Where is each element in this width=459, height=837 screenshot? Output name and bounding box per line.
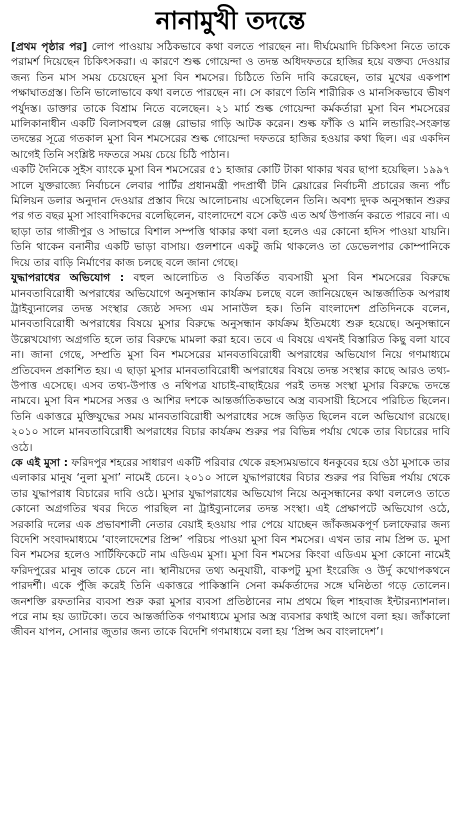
- article-headline: নানামুখী তদন্তে: [155, 6, 306, 35]
- subheading-war-crimes: যুদ্ধাপরাধের অভিযোগ :: [11, 272, 125, 285]
- article-paragraph-4: [11, 456, 450, 641]
- paragraph-text: লোপ পাওয়ায় সঠিকভাবে কথা বলতে পারছেন না। দীর্ঘমেয়াদি চিকিৎসা নিতে তাকে পরামর্শ দিয়েছেন চিকিৎসকরা। এ কারণে শুল্ক গোয়েন্দা ও তদন্ত অধিদফতরে হাজির হয়ে বক্তব্য দেওয়ার জন্য তিন মাস সময় চেয়েছেন মুসা বিন শমসের। চিঠিতে তিনি দাবি করেছেন, তার মুখের একপাশ পক্ষাঘাতগ্রস্ত। তিনি ভালোভাবে কথা বলতে পারছেন না। সে কারণে তিনি শারীরিক ও মানসিকভাবে ভীষণ পর্যুদস্ত। ডাক্তার তাকে বিশ্রাম নিতে বলেছেন। ২১ মার্চ শুল্ক গোয়েন্দা কর্মকর্তারা মুসা বিন শমসেরের মালিকানাধীন একটি বিলাসবহুল রেঞ্জ রোভার গাড়ি আটক করেন। শুল্ক ফাঁকি ও মানি লন্ডারিং-সংক্রান্ত তদন্তের সূত্রে গতকাল মুসা বিন শমসেরের শুল্ক গোয়েন্দা দফতরে হাজির হওয়ার কথা ছিল। এর একদিন আগেই তিনি সংশ্লিষ্ট দফতরে সময় চেয়ে চিঠি পাঠান।: [11, 41, 450, 161]
- article-paragraph-3: [11, 271, 450, 456]
- continuation-label: [প্রথম পৃষ্ঠার পর]: [11, 41, 88, 53]
- subheading-who-is-musa: কে এই মুসা :: [11, 456, 69, 469]
- paragraph-text: বহুল আলোচিত ও বিতর্কিত ব্যবসায়ী মুসা বিন শমসেরের বিরুদ্ধে মানবতাবিরোধী অপরাধের অভিযোগে অনুসন্ধান কার্যক্রম চলছে বলে জানিয়েছেন আন্তর্জাতিক অপরাধ ট্রাইব্যুনালের তদন্ত সংস্থার জ্যেষ্ঠ সদস্য এম সানাউল হক। তিনি বাংলাদেশ প্রতিদিনকে বলেন, মানবতাবিরোধী অপরাধের বিষয়ে মুসার বিরুদ্ধে অনুসন্ধান কার্যক্রম ইতিমধ্যে শুরু হয়েছে। অনুসন্ধানে উল্লেখযোগ্য অগ্রগতি হলে তার বিরুদ্ধে মামলা করা হবে। তবে এ বিষয়ে এখনই বিস্তারিত কিছু বলা যাবে না। জানা গেছে, সম্প্রতি মুসা বিন শমসেরের মানবতাবিরোধী অপরাধের অভিযোগ নিয়ে গণমাধ্যমে প্রতিবেদন প্রকাশিত হয়। এ ছাড়া মুসার মানবতাবিরোধী অপরাধের বিষয়ে তদন্ত সংস্থার কাছে আরও তথ্য-উপাত্ত এসেছে। এসব তথ্য-উপাত্ত ও নথিপত্র যাচাই-বাছাইয়ের পরই তদন্ত সংস্থা মুসার বিরুদ্ধে তদন্তে নামবে। মুসা বিন শমসের সত্তর ও আশির দশকে আন্তর্জাতিকভাবে অস্ত্র ব্যবসায়ী হিসেবে পরিচিত ছিলেন। তিনি একাত্তরে মুক্তিযুদ্ধের সময় মানবতাবিরোধী অপরাধের সঙ্গে জড়িত ছিলেন বলে অভিযোগ রয়েছে। ২০১০ সালে মানবতাবিরোধী অপরাধের বিচার কার্যক্রম শুরুর পর বিভিন্ন পর্যায় থেকে তার বিচারের দাবি ওঠে।: [11, 272, 450, 454]
- article-paragraph-1: [11, 40, 450, 163]
- paragraph-text: একটি দৈনিকে সুইস ব্যাংকে মুসা বিন শমসেরের ৫১ হাজার কোটি টাকা থাকার খবর ছাপা হয়েছিল। ১৯৯৭ সালে যুক্তরাজ্যে নির্বাচনে লেবার পার্টির প্রধানমন্ত্রী পদপ্রার্থী টনি ব্লেয়ারের নির্বাচনী প্রচারের জন্য পাঁচ মিলিয়ন ডলার অনুদান দেওয়ার প্রস্তাব দিয়ে আলোচনায় এসেছিলেন তিনি। অবশ্য দুদক অনুসন্ধান শুরুর পর গত বছর মুসা সাংবাদিকদের বলেছিলেন, বাংলাদেশে বসে কেউ এত অর্থ উপার্জন করতে পারবে না। এ ছাড়া তার গাজীপুর ও সাভারে বিশাল সম্পত্তি থাকার কথা বলা হলেও এর কোনো হদিস পাওয়া যায়নি। তিনি থাকেন বনানীর একটি ভাড়া বাসায়। গুলশানে একটু জমি থাকলেও তা ডেভেলপার কোম্পানিকে দিয়ে তার বাড়ি নির্মাণের কাজ চলছে বলে জানা গেছে।: [11, 164, 450, 269]
- paragraph-text: ফরিদপুর শহরের সাধারণ একটি পরিবার থেকে রহস্যময়ভাবে ধনকুবের হয়ে ওঠা মুসাকে তার এলাকার মানুষ ‘নুলা মুসা’ নামেই চেনে। ২০১০ সালে যুদ্ধাপরাধের বিচার শুরুর পর বিভিন্ন পর্যায় থেকে তার যুদ্ধাপরাধ বিচারের দাবি ওঠে। মুসার যুদ্ধাপরাধের অভিযোগ নিয়ে অনুসন্ধানের কথা বললেও তাতে কোনো অগ্রগতির খবর দিতে পারছিল না ট্রাইব্যুনালের তদন্ত সংস্থা। এই প্রেক্ষাপটে অভিযোগ ওঠে, সরকারি দলের এক প্রভাবশালী নেতার বেয়াই হওয়ায় পার পেয়ে যাচ্ছেন জাঁকজমকপূর্ণ চলাফেরার জন্য বিদেশি সংবাদমাধ্যমে ‘বাংলাদেশের প্রিন্স’ পরিচয় পাওয়া মুসা বিন শমসের। এখন তার নাম প্রিন্স ড. মুসা বিন শমসের হলেও সার্টিফিকেটে নাম এডিএম মুসা। মুসা বিন শমসের কিংবা এডিএম মুসা কোনো নামেই ফরিদপুরের মানুষ তাকে চেনে না। স্থানীয়দের তথ্য অনুযায়ী, বাকপটু মুসা ইংরেজি ও উর্দু কথোপকথনে পারদর্শী। একে পুঁজি করেই তিনি একাত্তরে পাকিস্তানি সেনা কর্মকর্তাদের সঙ্গে ঘনিষ্ঠতা গড়ে তোলেন। জনশক্তি রফতানির ব্যবসা শুরু করা মুসার ব্যবসা প্রতিষ্ঠানের নাম প্রথমে ছিল শাহবাজ ইন্টারন্যাশনাল। পরে নাম হয় ড্যাটকো। তবে আন্তর্জাতিক গণমাধ্যমে মুসার অস্ত্র ব্যবসার কথাই আগে বলা হয়। জাঁকালো জীবন যাপন, সোনার জুতার জন্য তাকে বিদেশি গণমাধ্যমে বলা হয় ‘প্রিন্স অব বাংলাদেশ’।: [11, 456, 450, 639]
- article-paragraph-2: [11, 163, 450, 271]
